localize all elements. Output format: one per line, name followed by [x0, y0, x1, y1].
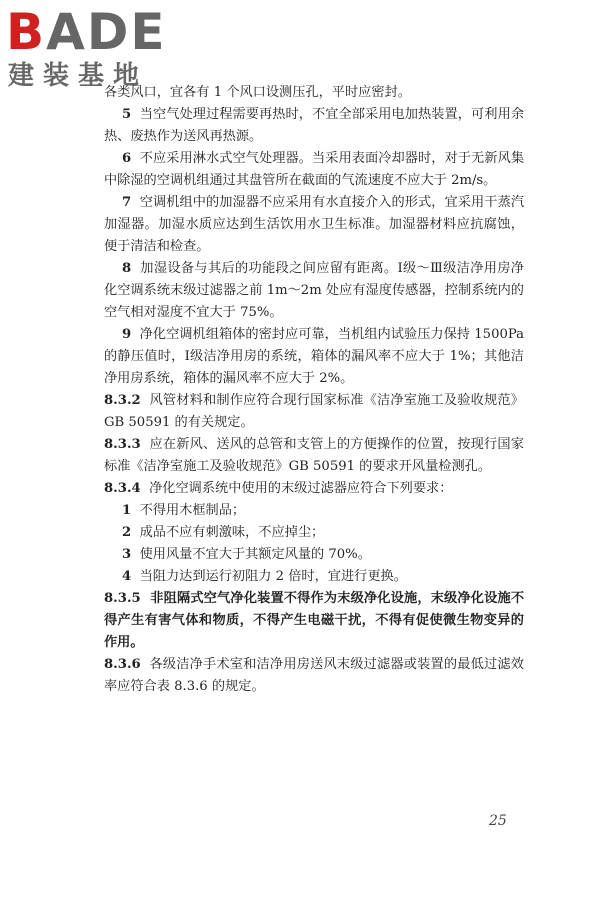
clause-8-3-4: 8.3.4 净化空调系统中使用的末级过滤器应符合下列要求： — [104, 481, 453, 496]
item-6: 6 不应采用淋水式空气处理器。当采用表面冷却器时，对于无新风集中除湿的空调机组通过其盘管所在截面的气流速度不应大于 2m/s。 — [104, 151, 525, 188]
continuation-line: 各类风口，宜各有 1 个风口设测压孔，平时应密封。 — [104, 85, 411, 100]
clause-8-3-4-item-4: 4 当阻力达到运行初阻力 2 倍时，宜进行更换。 — [122, 569, 407, 584]
clause-8-3-2: 8.3.2 风管材料和制作应符合现行国家标准《洁净室施工及验收规范》GB 50591 的有关规定。 — [104, 393, 524, 430]
item-9: 9 净化空调机组箱体的密封应可靠，当机组内试验压力保持 1500Pa 的静压值时，Ⅰ级洁净用房的系统，箱体的漏风率不应大于 1%；其他洁净用房系统，箱体的漏风率不应大于 2%。 — [104, 327, 524, 386]
item-7: 7 空调机组中的加湿器不应采用有水直接介入的形式，宜采用干蒸汽加湿器。加湿水质应达到生活饮用水卫生标准。加湿器材料应抗腐蚀，便于清洁和检查。 — [104, 195, 525, 254]
logo-subtitle: 建装基地 — [8, 61, 149, 91]
clause-8-3-6: 8.3.6 各级洁净手术室和洁净用房送风末级过滤器或装置的最低过滤效率应符合表 8.3.6 的规定。 — [104, 657, 524, 694]
item-8: 8 加湿设备与其后的功能段之间应留有距离。Ⅰ级～Ⅲ级洁净用房净化空调系统末级过滤器之前 1m～2m 处应有湿度传感器，控制系统内的空气相对湿度不宜大于 75%。 — [104, 261, 524, 320]
clause-8-3-4-item-3: 3 使用风量不宜大于其额定风量的 70%。 — [122, 547, 371, 562]
page-number: 25 — [489, 813, 507, 829]
clause-8-3-4-item-1: 1 不得用木框制品； — [122, 503, 246, 518]
logo-wordmark: BADE — [6, 3, 167, 61]
document-body — [104, 82, 524, 698]
clause-8-3-5: 8.3.5 非阻隔式空气净化装置不得作为末级净化设施，末级净化设施不得产生有害气体和物质，不得产生电磁干扰，不得有促使微生物变异的作用。 — [104, 591, 525, 650]
clause-8-3-3: 8.3.3 应在新风、送风的总管和支管上的方便操作的位置，按现行国家标准《洁净室施工及验收规范》GB 50591 的要求开风量检测孔。 — [104, 437, 524, 474]
clause-8-3-4-item-2: 2 成品不应有刺激味，不应掉尘； — [122, 525, 325, 540]
item-5: 5 当空气处理过程需要再热时，不宜全部采用电加热装置，可利用余热、废热作为送风再热源。 — [104, 107, 525, 144]
